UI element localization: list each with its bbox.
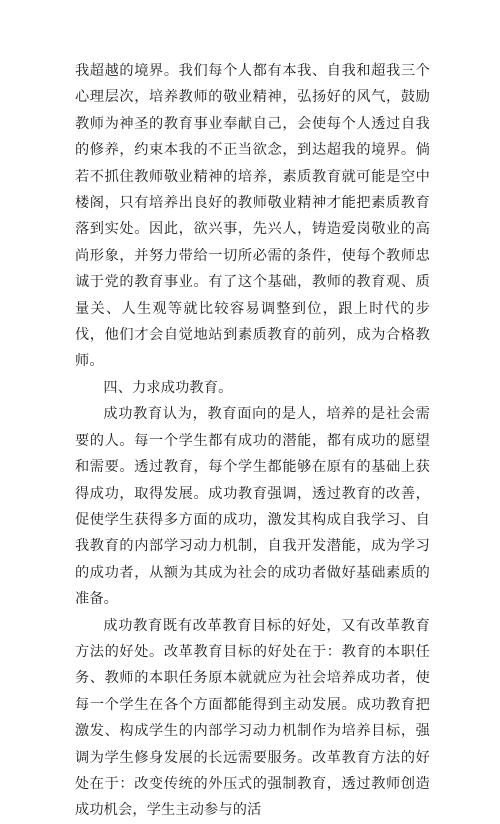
paragraph-success-education-definition: 成功教育认为，教育面向的是人，培养的是社会需要的人。每一个学生都有成功的潜能，都有成功的愿望和需要。透过教育，每个学生都能够在原有的基础上获得成功，取得发展。成功教育强调，透过教育的改善，促使学生获得多方面的成功，激发其构成自我学习、自我教育的内部学习动力机制，自我开发潜能，成为学习的成功者，从额为其成为社会的成功者做好基础素质的准备。	[75, 406, 430, 608]
paragraph-success-education-benefits: 成功教育既有改革教育目标的好处，又有改革教育方法的好处。改革教育目标的好处在于：教育的本职任务、教师的本职任务原本就就应为社会培养成功者，使每一个学生在各个方面都能得到主动发展。成功教育把激发、构成学生的内部学习动力机制作为培养目标，强调为学生修身发展的长远需要服务。改革教育方法的好处在于：改变传统的外压式的强制教育，透过教师创造成功机会，学生主动参与的活	[75, 617, 430, 819]
document-body	[75, 58, 430, 824]
paragraph-continuation: 我超越的境界。我们每个人都有本我、自我和超我三个心理层次，培养教师的敬业精神，弘扬好的风气，鼓励教师为神圣的教育事业奉献自己，会使每个人透过自我的修养，约束本我的不正当欲念，到达超我的境界。倘若不抓住教师敬业精神的培养，素质教育就可能是空中楼阁，只有培养出良好的教师敬业精神才能把素质教育落到实处。因此，欲兴事，先兴人，铸造爱岗敬业的高尚形象，并努力带给一切所必需的条件，使每个教师忠诚于党的教育事业。有了这个基础，教师的教育观、质量关、人生观等就比较容易调整到位，跟上时代的步伐，他们才会自觉地站到素质教育的前列，成为合格教师。	[75, 63, 430, 370]
section-heading: 四、力求成功教育。	[103, 379, 233, 396]
